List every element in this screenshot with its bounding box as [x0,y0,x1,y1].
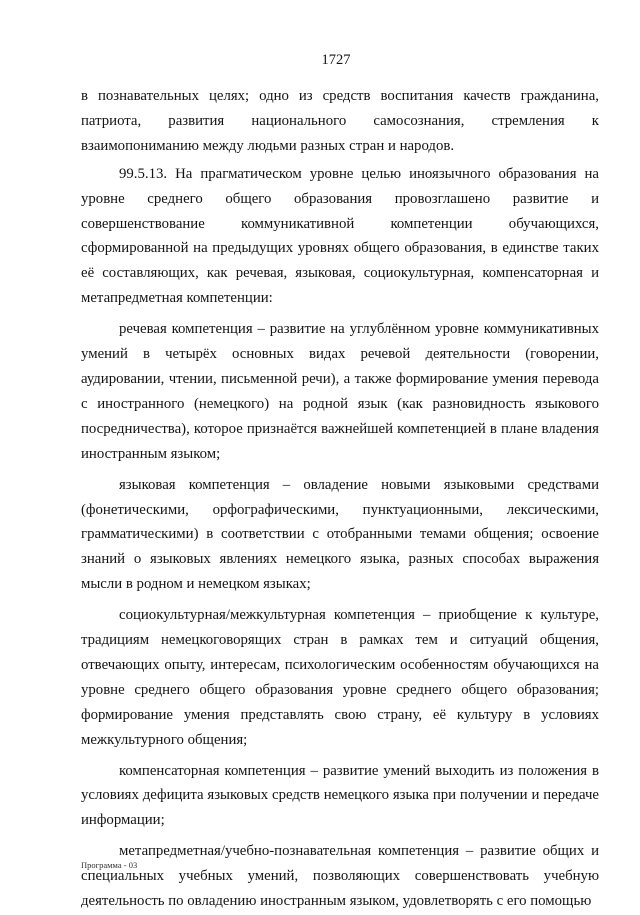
footer-label: Программа - 03 [81,860,138,870]
paragraph-speech-competence: речевая компетенция – развитие на углублённом уровне коммуникативных умений в четырёх основных видах речевой деятельности (говорении, аудировании, чтении, письменной речи), а также формирование умения перевода с иностранного (немецкого) на родной язык (как разновидность языкового посредничества), которое признаётся важнейшей компетенцией в плане владения иностранным языком; [81,321,599,462]
paragraph-continuation: в познавательных целях; одно из средств воспитания качеств гражданина, патриота, развития национального самосознания, стремления к взаимопониманию между людьми разных стран и народов. [81,88,599,154]
page-number: 1727 [321,52,351,68]
paragraph-sociocultural-competence: социокультурная/межкультурная компетенция – приобщение к культуре, традициям немецкоговорящих стран в рамках тем и ситуаций общения, отвечающих опыту, интересам, психологическим особенностям обучающихся на уровне среднего общего образования уровне среднего общего образования; формирование умения представлять свою страну, её культуру в условиях межкультурного общения; [81,607,599,748]
paragraph-compensatory-competence: компенсаторная компетенция – развитие умений выходить из положения в условиях дефицита языковых средств немецкого языка при получении и передаче информации; [81,762,599,829]
document-body [81,84,599,914]
paragraph-language-competence: языковая компетенция – овладение новыми языковыми средствами (фонетическими, орфографическими, пунктуационными, лексическими, грамматическими) в соответствии с отобранными темами общения; освоение знаний о языковых явлениях немецкого языка, разных способах выражения мысли в родном и немецком языках; [81,476,599,593]
paragraph-section-99-5-13: 99.5.13. На прагматическом уровне целью иноязычного образования на уровне среднего общего образования провозглашено развитие и совершенствование коммуникативной компетенции обучающихся, сформированной на предыдущих уровнях общего образования, в единстве таких её составляющих, как речевая, языковая, социокультурная, компенсаторная и метапредметная компетенции: [81,165,599,307]
paragraph-metasubject-competence: метапредметная/учебно-познавательная компетенция – развитие общих и специальных учебных умений, позволяющих совершенствовать учебную деятельность по овладению иностранным языком, удовлетворять с его помощью [81,843,599,910]
